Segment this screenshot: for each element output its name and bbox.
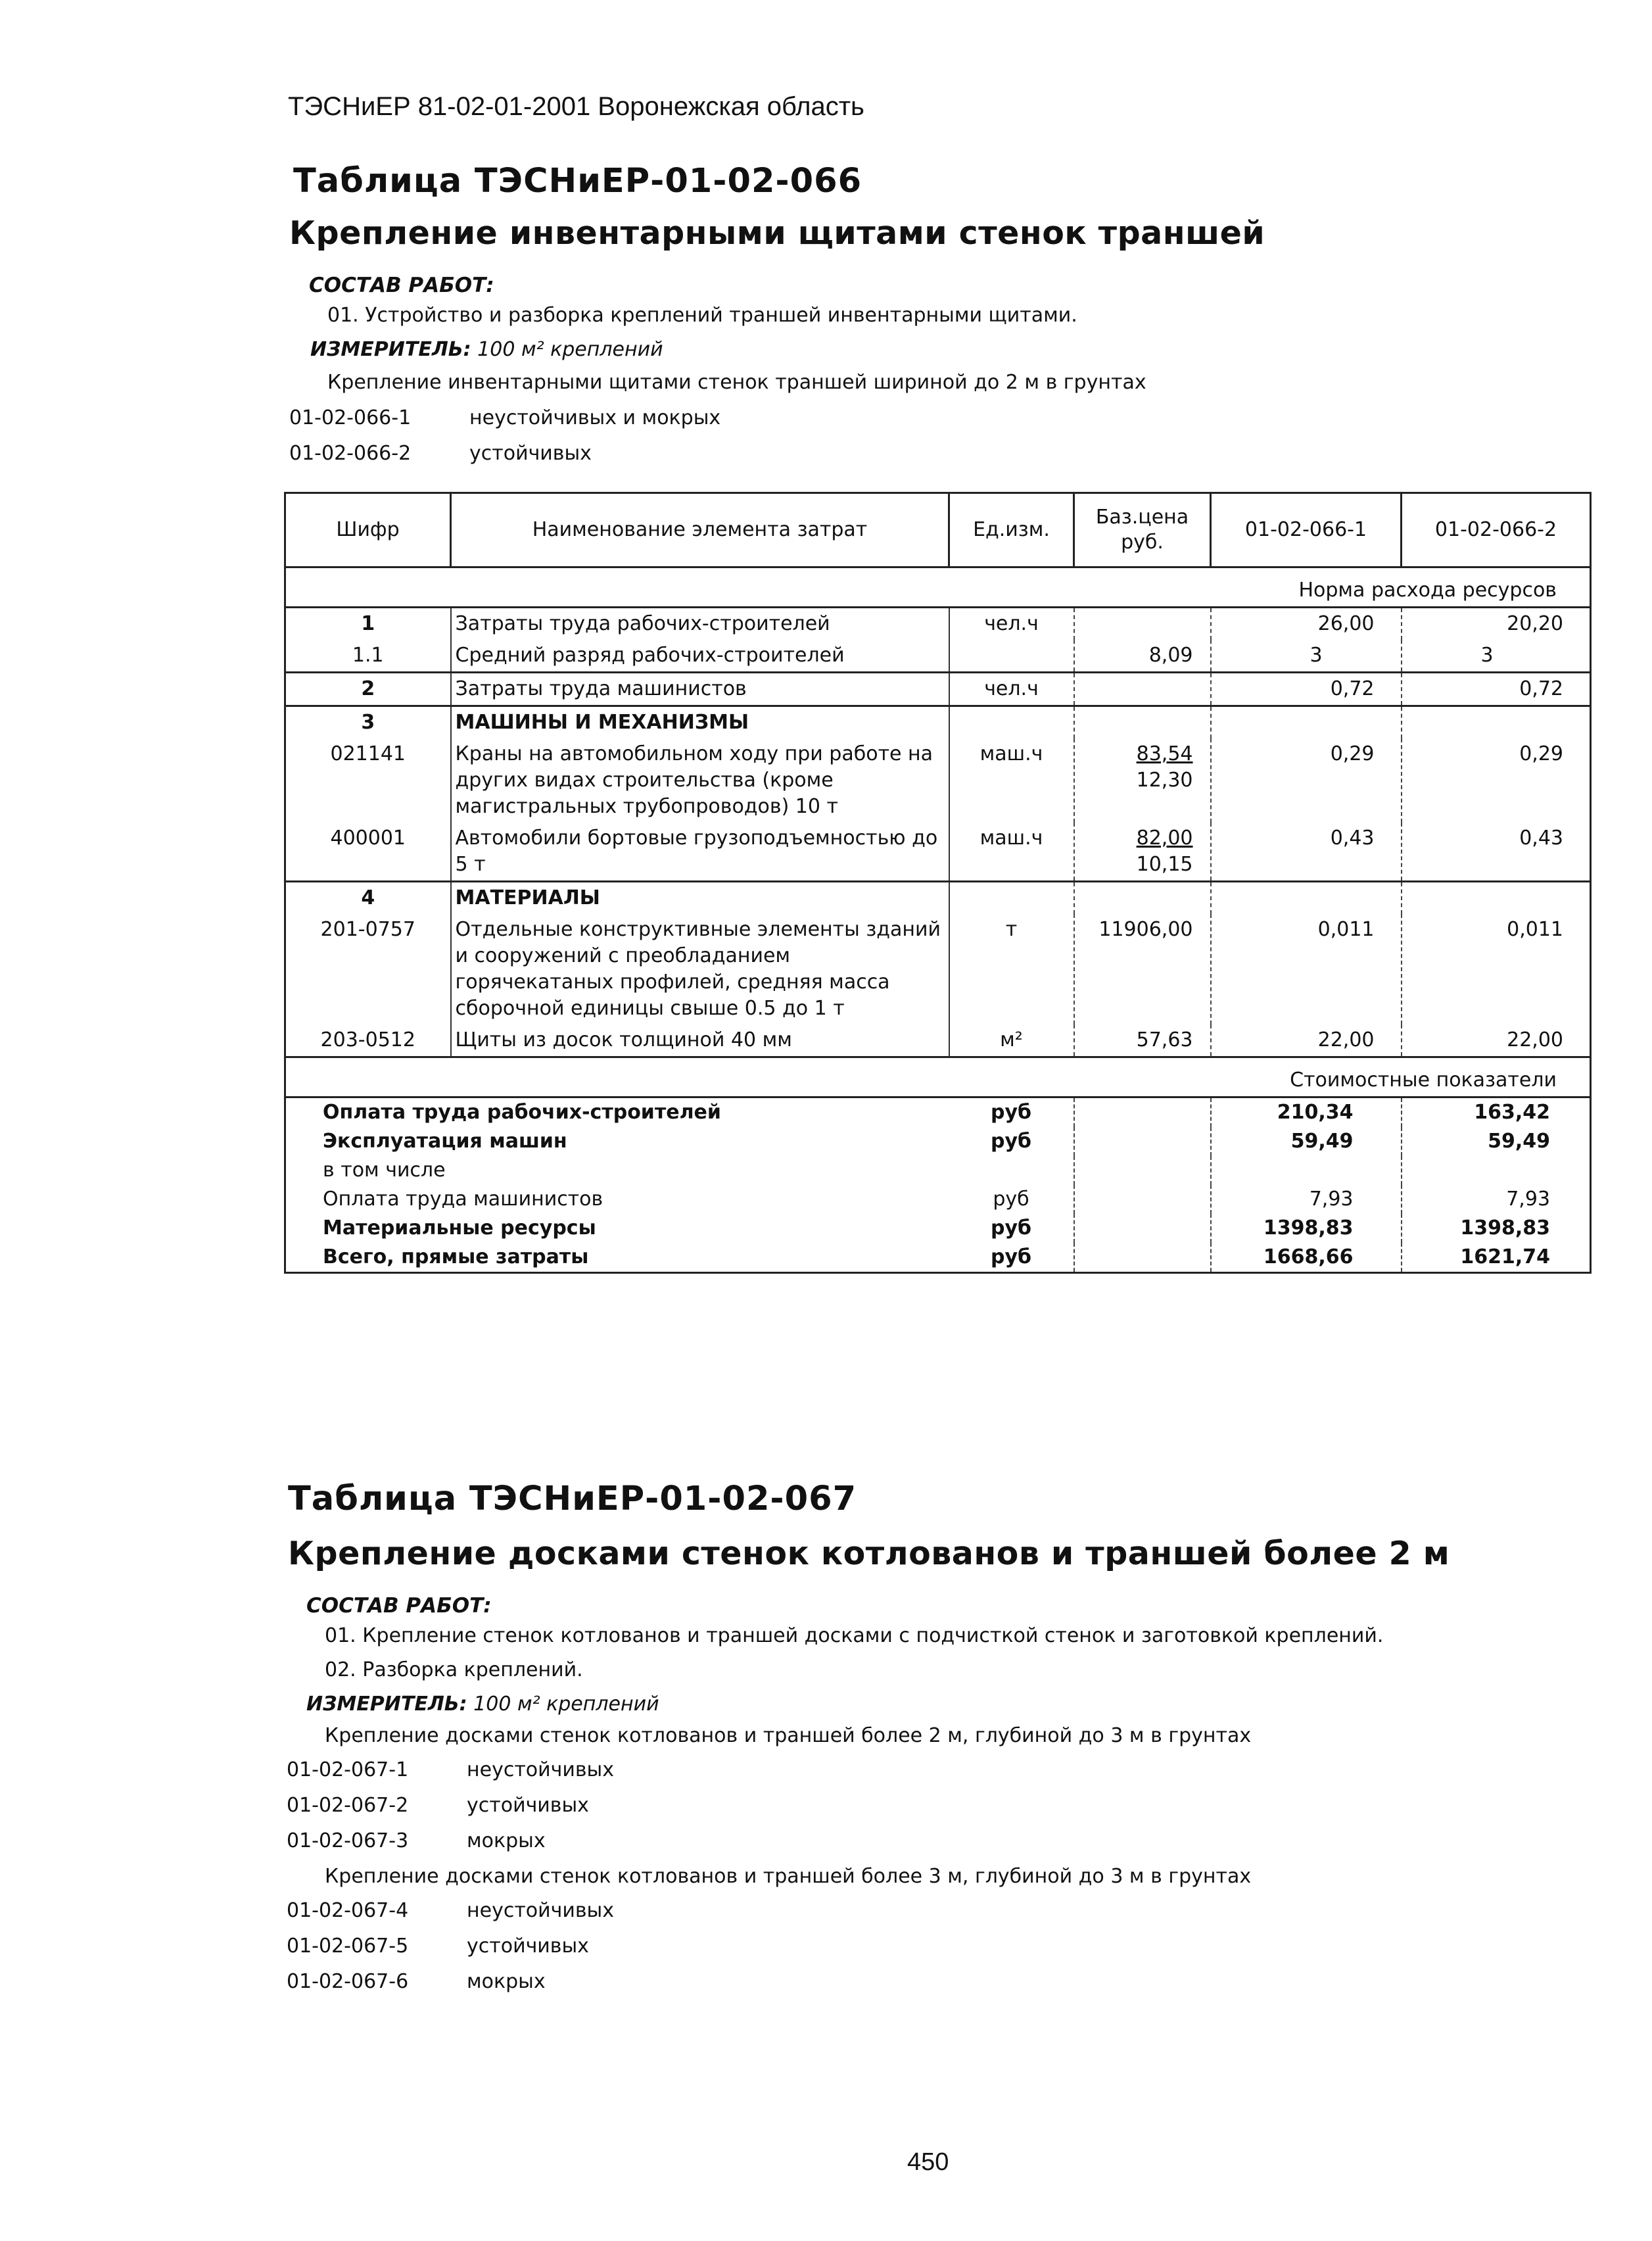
row-value-1 (1211, 706, 1402, 739)
row-code: 1.1 (285, 640, 451, 673)
variant-name: устойчивых (467, 1935, 589, 1958)
header-price: Баз.цена руб. (1074, 493, 1211, 567)
row-price: 57,63 (1074, 1024, 1211, 1057)
table2-composition-item: 01. Крепление стенок котлованов и траншей досками с подчисткой стенок и заготовкой креплений. (325, 1624, 1384, 1647)
cost-value-1: 210,34 (1211, 1097, 1402, 1128)
cost-value-2: 1621,74 (1402, 1243, 1591, 1273)
table1-composition-item: 01. Устройство и разборка креплений траншей инвентарными щитами. (327, 304, 1077, 327)
cost-value-1: 7,93 (1211, 1185, 1402, 1214)
cost-value-2: 1398,83 (1402, 1214, 1591, 1243)
cost-row (285, 1156, 1591, 1185)
row-price-secondary: 10,15 (1136, 853, 1193, 876)
row-code: 1 (285, 608, 451, 640)
norm-caption-row (285, 567, 1591, 608)
header-code: Шифр (285, 493, 451, 567)
variant-name: устойчивых (469, 442, 592, 465)
row-unit: чел.ч (949, 608, 1074, 640)
header-name: Наименование элемента затрат (451, 493, 949, 567)
variant-name: мокрых (467, 1829, 546, 1852)
row-name: Автомобили бортовые грузоподъемностью до 5 т (451, 823, 949, 882)
table-row (285, 914, 1591, 1024)
table1-meter-value: 100 м² креплений (477, 338, 663, 361)
row-name: МАШИНЫ И МЕХАНИЗМЫ (451, 706, 949, 739)
table2-variant (287, 1935, 589, 1958)
row-value-2: 0,29 (1402, 738, 1591, 823)
row-unit: чел.ч (949, 673, 1074, 706)
table2-variant (287, 1899, 614, 1922)
cost-empty (1074, 1156, 1211, 1185)
row-price: 11906,00 (1074, 914, 1211, 1024)
table-row (285, 738, 1591, 823)
cost-row (285, 1185, 1591, 1214)
row-unit: маш.ч (949, 738, 1074, 823)
row-value-2: 3 (1402, 640, 1591, 673)
table2-variant (287, 1970, 546, 1993)
row-code: 2 (285, 673, 451, 706)
table2-group2-desc: Крепление досками стенок котлованов и траншей более 3 м, глубиной до 3 м в грунтах (325, 1865, 1252, 1888)
cost-label: Материальные ресурсы (285, 1214, 949, 1243)
table2-composition-item: 02. Разборка креплений. (325, 1658, 583, 1681)
table2-composition-label: СОСТАВ РАБОТ: (306, 1594, 492, 1618)
cost-value-1: 1668,66 (1211, 1243, 1402, 1273)
cost-empty (1074, 1097, 1211, 1128)
row-value-1: 22,00 (1211, 1024, 1402, 1057)
row-name: Щиты из досок толщиной 40 мм (451, 1024, 949, 1057)
cost-empty (1074, 1185, 1211, 1214)
row-unit: м² (949, 1024, 1074, 1057)
variant-name: неустойчивых и мокрых (469, 406, 721, 429)
resource-table (284, 492, 1592, 1274)
cost-caption: Стоимостные показатели (285, 1057, 1591, 1097)
variant-code: 01-02-066-2 (289, 442, 412, 465)
cost-label: Всего, прямые затраты (285, 1243, 949, 1273)
row-value-2 (1402, 706, 1591, 739)
row-value-2: 0,72 (1402, 673, 1591, 706)
table-row (285, 706, 1591, 739)
table-row (285, 882, 1591, 915)
row-code: 3 (285, 706, 451, 739)
variant-name: неустойчивых (467, 1899, 614, 1922)
row-value-2 (1402, 882, 1591, 915)
row-unit (949, 640, 1074, 673)
row-price-main: 83,54 (1136, 742, 1193, 765)
variant-code: 01-02-067-2 (287, 1794, 409, 1817)
cost-value-2: 163,42 (1402, 1097, 1591, 1128)
row-code: 400001 (285, 823, 451, 882)
cost-value-2: 59,49 (1402, 1127, 1591, 1156)
row-value-1: 0,72 (1211, 673, 1402, 706)
table1-variant (289, 442, 592, 465)
table2-group1-desc: Крепление досками стенок котлованов и траншей более 2 м, глубиной до 3 м в грунтах (325, 1724, 1252, 1747)
variant-code: 01-02-067-1 (287, 1758, 409, 1781)
row-price-main: 82,00 (1136, 827, 1193, 850)
cost-value-1: 1398,83 (1211, 1214, 1402, 1243)
row-price (1074, 823, 1211, 882)
table-row (285, 1024, 1591, 1057)
row-price (1074, 706, 1211, 739)
table1-meter (310, 338, 663, 361)
row-price-secondary: 12,30 (1136, 769, 1193, 792)
cost-unit: руб (949, 1097, 1074, 1128)
row-value-1: 0,43 (1211, 823, 1402, 882)
table-row (285, 608, 1591, 640)
row-price (1074, 738, 1211, 823)
table-row (285, 640, 1591, 673)
cost-empty (1074, 1243, 1211, 1273)
cost-row (285, 1214, 1591, 1243)
document-header: ТЭСНиЕР 81-02-01-2001 Воронежская область (288, 92, 864, 121)
row-value-2: 0,011 (1402, 914, 1591, 1024)
cost-row (285, 1243, 1591, 1273)
table-row (285, 673, 1591, 706)
table2-variant (287, 1829, 546, 1852)
cost-row (285, 1097, 1591, 1128)
row-code: 021141 (285, 738, 451, 823)
row-unit: т (949, 914, 1074, 1024)
row-name: Средний разряд рабочих-строителей (451, 640, 949, 673)
table2-variant (287, 1794, 589, 1817)
row-value-1: 3 (1211, 640, 1402, 673)
table1-group-desc: Крепление инвентарными щитами стенок траншей шириной до 2 м в грунтах (327, 371, 1146, 394)
cost-label: Оплата труда рабочих-строителей (285, 1097, 949, 1128)
row-price (1074, 882, 1211, 915)
table1-composition-label: СОСТАВ РАБОТ: (309, 274, 494, 297)
table2-meter-value: 100 м² креплений (473, 1693, 659, 1716)
row-name: МАТЕРИАЛЫ (451, 882, 949, 915)
table1-variant (289, 406, 720, 429)
row-price: 8,09 (1074, 640, 1211, 673)
header-col2: 01-02-066-2 (1402, 493, 1591, 567)
table1-title: Таблица ТЭСНиЕР-01-02-066 (293, 162, 862, 201)
cost-label: в том числе (285, 1156, 949, 1185)
cost-unit: руб (949, 1127, 1074, 1156)
variant-code: 01-02-066-1 (289, 406, 412, 429)
table1-meter-label: ИЗМЕРИТЕЛЬ: (310, 338, 471, 361)
table-row (285, 823, 1591, 882)
row-value-1: 0,29 (1211, 738, 1402, 823)
cost-value-1: 59,49 (1211, 1127, 1402, 1156)
cost-value-2: 7,93 (1402, 1185, 1591, 1214)
variant-code: 01-02-067-4 (287, 1899, 409, 1922)
cost-unit: руб (949, 1243, 1074, 1273)
cost-row (285, 1127, 1591, 1156)
table-header-row (285, 493, 1591, 567)
variant-code: 01-02-067-5 (287, 1935, 409, 1958)
cost-unit (949, 1156, 1074, 1185)
row-unit (949, 706, 1074, 739)
header-unit: Ед.изм. (949, 493, 1074, 567)
row-name: Затраты труда рабочих-строителей (451, 608, 949, 640)
row-value-2: 20,20 (1402, 608, 1591, 640)
row-value-1: 26,00 (1211, 608, 1402, 640)
cost-label: Оплата труда машинистов (285, 1185, 949, 1214)
row-price (1074, 608, 1211, 640)
variant-code: 01-02-067-6 (287, 1970, 409, 1993)
table2-meter-label: ИЗМЕРИТЕЛЬ: (306, 1693, 467, 1716)
variant-code: 01-02-067-3 (287, 1829, 409, 1852)
row-code: 201-0757 (285, 914, 451, 1024)
table2-meter (306, 1693, 659, 1716)
row-unit: маш.ч (949, 823, 1074, 882)
row-name: Краны на автомобильном ходу при работе на других видах строительства (кроме магистральных трубопроводов) 10 т (451, 738, 949, 823)
cost-value-1 (1211, 1156, 1402, 1185)
row-name: Отдельные конструктивные элементы зданий и сооружений с преобладанием горячекатаных профилей, средняя масса сборочной единицы свыше 0.5 до 1 т (451, 914, 949, 1024)
table2-variant (287, 1758, 614, 1781)
table2-subtitle: Крепление досками стенок котлованов и траншей более 2 м (288, 1535, 1450, 1572)
cost-label: Эксплуатация машин (285, 1127, 949, 1156)
row-value-1: 0,011 (1211, 914, 1402, 1024)
cost-empty (1074, 1127, 1211, 1156)
cost-unit: руб (949, 1185, 1074, 1214)
cost-unit: руб (949, 1214, 1074, 1243)
cost-value-2 (1402, 1156, 1591, 1185)
row-value-1 (1211, 882, 1402, 915)
table2-title: Таблица ТЭСНиЕР-01-02-067 (288, 1480, 857, 1518)
row-unit (949, 882, 1074, 915)
row-value-2: 0,43 (1402, 823, 1591, 882)
cost-caption-row (285, 1057, 1591, 1097)
variant-name: неустойчивых (467, 1758, 614, 1781)
row-name: Затраты труда машинистов (451, 673, 949, 706)
header-col1: 01-02-066-1 (1211, 493, 1402, 567)
page-number: 450 (907, 2148, 949, 2176)
row-value-2: 22,00 (1402, 1024, 1591, 1057)
row-code: 203-0512 (285, 1024, 451, 1057)
row-price (1074, 673, 1211, 706)
variant-name: устойчивых (467, 1794, 589, 1817)
row-code: 4 (285, 882, 451, 915)
table1-subtitle: Крепление инвентарными щитами стенок траншей (289, 214, 1265, 252)
norm-caption: Норма расхода ресурсов (285, 567, 1591, 608)
variant-name: мокрых (467, 1970, 546, 1993)
cost-empty (1074, 1214, 1211, 1243)
